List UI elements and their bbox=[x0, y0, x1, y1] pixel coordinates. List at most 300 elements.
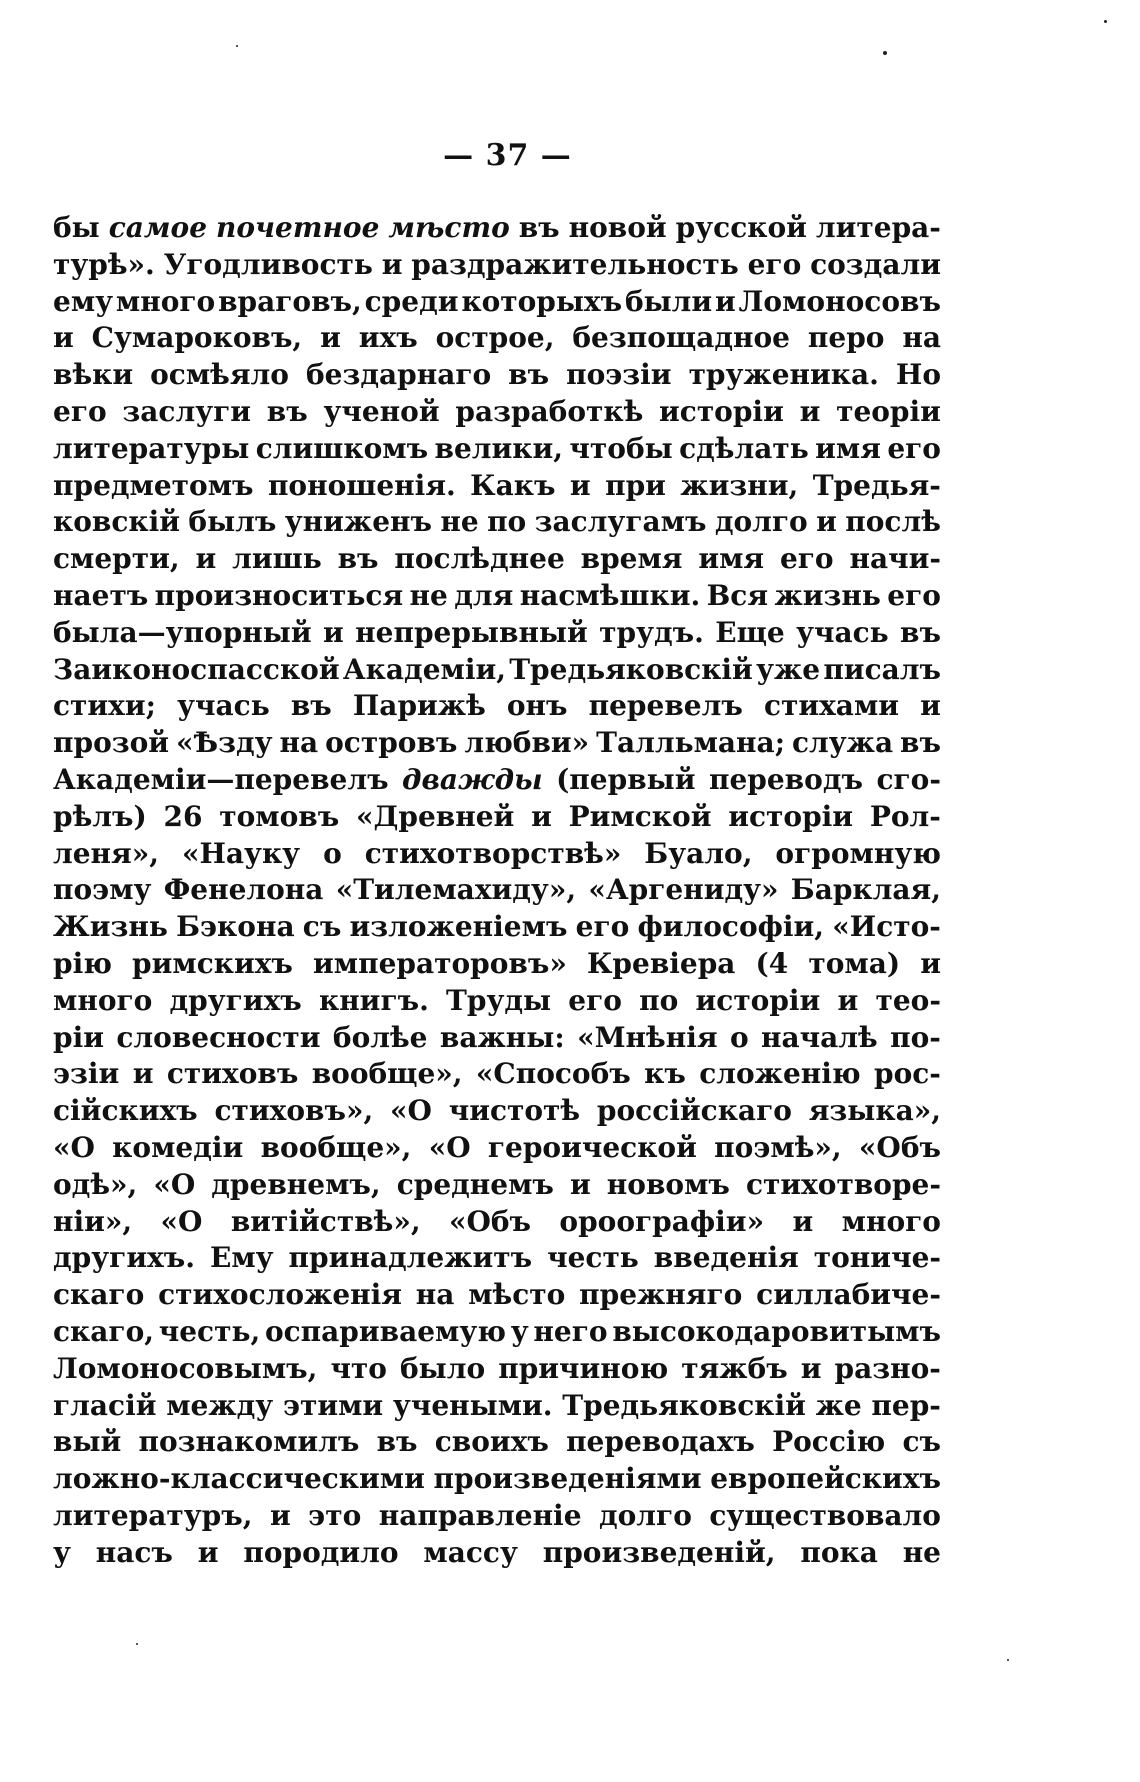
word: прозой bbox=[53, 726, 170, 760]
text-line bbox=[53, 1388, 941, 1425]
word: вѣки bbox=[53, 358, 134, 392]
word: вый bbox=[53, 1425, 122, 1459]
word: въ bbox=[376, 1425, 418, 1459]
word: это bbox=[308, 1498, 362, 1532]
word: въ bbox=[337, 542, 379, 576]
word: любви» bbox=[464, 726, 590, 760]
text-line bbox=[53, 615, 941, 652]
word: въ bbox=[900, 615, 941, 649]
word: ему bbox=[53, 284, 114, 318]
scan-speck bbox=[136, 1643, 138, 1645]
word: ріи bbox=[53, 1020, 104, 1054]
word: долго bbox=[598, 1498, 692, 1532]
word: и bbox=[197, 1535, 219, 1569]
word: Какъ bbox=[470, 468, 556, 502]
word: и bbox=[569, 468, 591, 502]
word: между bbox=[166, 1388, 274, 1422]
word: скаго, bbox=[53, 1314, 154, 1348]
scan-speck bbox=[883, 51, 887, 55]
word: исторіи bbox=[728, 799, 854, 833]
word: философіи, bbox=[637, 910, 825, 944]
word: стихами bbox=[763, 689, 900, 723]
word: много bbox=[53, 983, 153, 1017]
word: къ bbox=[644, 1057, 686, 1091]
word: введенія bbox=[653, 1241, 799, 1275]
word: новой bbox=[568, 211, 667, 244]
word: была—упорный bbox=[53, 615, 312, 649]
scan-speck bbox=[1104, 20, 1107, 23]
word: и bbox=[132, 1057, 154, 1091]
text-line bbox=[53, 652, 941, 689]
word: этими bbox=[282, 1388, 384, 1422]
word: поношенія. bbox=[267, 468, 456, 502]
word: европейскихъ bbox=[710, 1462, 941, 1496]
word: переводъ bbox=[708, 762, 863, 796]
word: разработкѣ bbox=[455, 394, 644, 428]
word: стихотворствѣ» bbox=[364, 836, 622, 870]
word: униженъ bbox=[284, 505, 432, 539]
text-line bbox=[53, 762, 941, 799]
text-line bbox=[53, 983, 941, 1020]
word: Ломоносовымъ, bbox=[53, 1351, 318, 1385]
word: героической bbox=[487, 1130, 697, 1164]
word: долго bbox=[714, 505, 808, 539]
word: его bbox=[53, 394, 107, 428]
word: жизни, bbox=[680, 468, 799, 502]
text-line bbox=[53, 1498, 941, 1535]
word: переводахъ bbox=[566, 1425, 755, 1459]
word: «Способъ bbox=[475, 1057, 631, 1091]
word: велики, bbox=[434, 431, 564, 465]
word: (первый bbox=[556, 762, 696, 796]
word: болѣе bbox=[332, 1020, 428, 1054]
word: Ему bbox=[209, 1241, 274, 1275]
word: направленіе bbox=[378, 1498, 582, 1532]
word: рос- bbox=[874, 1057, 941, 1091]
word: леня», bbox=[53, 836, 159, 870]
text-line bbox=[53, 1535, 941, 1572]
text-line bbox=[53, 799, 941, 836]
word: вообще», bbox=[311, 1057, 463, 1091]
word: «О bbox=[160, 1204, 203, 1238]
word: «Исто- bbox=[832, 910, 941, 944]
word: новомъ bbox=[606, 1167, 730, 1201]
word: острое, bbox=[435, 321, 555, 355]
word: изложеніемъ bbox=[349, 910, 568, 944]
word: существовало bbox=[709, 1498, 941, 1532]
word: по- bbox=[890, 1020, 941, 1054]
word: и bbox=[715, 284, 736, 318]
word: своихъ bbox=[434, 1425, 549, 1459]
word: было bbox=[400, 1351, 486, 1385]
word: враговъ, bbox=[218, 284, 362, 318]
word: сійскихъ bbox=[53, 1094, 198, 1128]
word: витійствѣ», bbox=[230, 1204, 421, 1238]
word: Кревіера bbox=[586, 946, 736, 980]
word: и bbox=[531, 799, 552, 833]
word: тома) bbox=[808, 946, 901, 980]
word: создали bbox=[810, 247, 941, 281]
word: эзіи bbox=[53, 1057, 120, 1091]
word: и bbox=[799, 394, 821, 428]
word: въ bbox=[508, 358, 550, 392]
word: рѣлъ) bbox=[53, 799, 147, 833]
word: трудъ. bbox=[599, 615, 704, 649]
word: о bbox=[323, 836, 342, 870]
word: Тредьяковскій bbox=[509, 652, 753, 686]
word: литера- bbox=[815, 211, 941, 244]
word: при bbox=[605, 468, 666, 502]
word: его bbox=[887, 578, 941, 612]
word: Тредья- bbox=[812, 468, 941, 502]
word: Заиконоспасской bbox=[53, 652, 340, 686]
text-line bbox=[53, 688, 941, 725]
word: Ломоносовъ bbox=[738, 284, 941, 318]
word: учась bbox=[796, 615, 889, 649]
word: исторіи bbox=[659, 394, 784, 428]
word: гласій bbox=[53, 1388, 157, 1422]
text-line bbox=[53, 1314, 941, 1351]
word: островъ bbox=[325, 726, 458, 760]
word: для bbox=[454, 578, 514, 612]
word: стихосложенія bbox=[158, 1278, 402, 1312]
text-line bbox=[53, 946, 941, 983]
text-line bbox=[53, 284, 941, 321]
italic-word: мѣсто bbox=[388, 211, 510, 244]
word: «О bbox=[428, 1130, 471, 1164]
text-line bbox=[53, 504, 941, 541]
word: Фенелона bbox=[163, 873, 324, 907]
word: насмѣшки. bbox=[519, 578, 701, 612]
word: и bbox=[920, 689, 941, 723]
word: были bbox=[624, 284, 713, 318]
word: стиховъ», bbox=[214, 1094, 374, 1128]
word: словесности bbox=[116, 1020, 321, 1054]
word: Академіи—перевелъ bbox=[53, 762, 389, 796]
word: у bbox=[53, 1535, 71, 1569]
word: тяжбъ bbox=[681, 1351, 788, 1385]
word: Рол- bbox=[869, 799, 941, 833]
word: важны: bbox=[439, 1020, 565, 1054]
word: послѣднее bbox=[394, 542, 565, 576]
word: съ bbox=[302, 910, 342, 944]
word: и bbox=[269, 1498, 291, 1532]
text-line bbox=[53, 872, 941, 909]
word: одѣ», bbox=[53, 1167, 138, 1201]
word: по bbox=[487, 505, 527, 539]
text-line bbox=[53, 1130, 941, 1167]
word: произведеніями bbox=[433, 1462, 702, 1496]
word: и bbox=[569, 1167, 591, 1201]
word: писалъ bbox=[823, 652, 941, 686]
word: на bbox=[279, 726, 319, 760]
word: его bbox=[575, 910, 630, 944]
text-line bbox=[53, 210, 941, 247]
word: ученой bbox=[323, 394, 440, 428]
text-line bbox=[53, 1020, 941, 1057]
word: непрерывный bbox=[355, 615, 588, 649]
word: лишь bbox=[232, 542, 322, 576]
word: и bbox=[195, 542, 217, 576]
word: раздражительность bbox=[411, 247, 739, 281]
word: Академіи, bbox=[342, 652, 506, 686]
word: имя bbox=[698, 542, 765, 576]
word: учеными. bbox=[392, 1388, 553, 1422]
word: Вся bbox=[706, 578, 769, 612]
word: которыхъ bbox=[461, 284, 623, 318]
text-line bbox=[53, 578, 941, 615]
word: онъ bbox=[506, 689, 568, 723]
word: предметомъ bbox=[53, 468, 254, 502]
word: чистотѣ bbox=[448, 1094, 581, 1128]
word: россійскаго bbox=[596, 1094, 792, 1128]
word: «О bbox=[390, 1094, 432, 1128]
text-line bbox=[53, 1461, 941, 1498]
word: его bbox=[779, 542, 834, 576]
word: разно- bbox=[834, 1351, 941, 1385]
word: «Объ bbox=[858, 1130, 941, 1164]
word: «О bbox=[153, 1167, 196, 1201]
word: стихи; bbox=[53, 689, 156, 723]
word: Сумароковъ, bbox=[91, 321, 303, 355]
word: комедіи bbox=[112, 1130, 244, 1164]
word: что bbox=[330, 1351, 387, 1385]
word: имя bbox=[815, 431, 881, 465]
word: 26 bbox=[163, 799, 203, 833]
word: древнемъ, bbox=[211, 1167, 381, 1201]
word: познакомилъ bbox=[138, 1425, 360, 1459]
text-line bbox=[53, 1056, 941, 1093]
text-line bbox=[53, 541, 941, 578]
word: съ bbox=[902, 1425, 941, 1459]
word: Россію bbox=[772, 1425, 886, 1459]
word: жизнь bbox=[774, 578, 881, 612]
word: поэзіи bbox=[566, 358, 672, 392]
word: причиною bbox=[498, 1351, 669, 1385]
word: заслугамъ bbox=[534, 505, 707, 539]
word: сложенію bbox=[699, 1057, 861, 1091]
text-line bbox=[53, 1093, 941, 1130]
word: начи- bbox=[849, 542, 941, 576]
word: «Науку bbox=[181, 836, 301, 870]
word: не bbox=[440, 505, 479, 539]
word: перо bbox=[807, 321, 885, 355]
word: послѣ bbox=[845, 505, 941, 539]
word: литературъ, bbox=[53, 1498, 253, 1532]
word: прежняго bbox=[579, 1278, 743, 1312]
scan-speck bbox=[236, 45, 238, 47]
word: стихотворе- bbox=[745, 1167, 941, 1201]
text-line bbox=[53, 468, 941, 505]
word: о bbox=[729, 1020, 749, 1054]
word: Но bbox=[895, 358, 941, 392]
word: перевелъ bbox=[588, 689, 743, 723]
word: учась bbox=[177, 689, 270, 723]
word: Талльмана; bbox=[596, 726, 786, 760]
word: въ bbox=[266, 394, 308, 428]
text-line bbox=[53, 357, 941, 394]
body-text bbox=[53, 210, 941, 1571]
word: пока bbox=[800, 1535, 878, 1569]
word: насъ bbox=[95, 1535, 173, 1569]
word: Жизнь bbox=[53, 910, 168, 944]
word: «Объ bbox=[448, 1204, 532, 1238]
word: другихъ bbox=[169, 983, 302, 1017]
word: время bbox=[580, 542, 683, 576]
word: честь bbox=[547, 1241, 639, 1275]
word: Угодливость bbox=[163, 247, 373, 281]
word: исторіи bbox=[695, 983, 821, 1017]
word: «Аргениду» bbox=[588, 873, 779, 907]
word: ихъ bbox=[358, 321, 418, 355]
word: на bbox=[902, 321, 941, 355]
italic-word: почетное bbox=[216, 211, 380, 244]
word: и bbox=[837, 983, 859, 1017]
text-line bbox=[53, 909, 941, 946]
word: «Древней bbox=[355, 799, 515, 833]
word: и bbox=[323, 615, 344, 649]
word: не bbox=[902, 1535, 941, 1569]
word: въ bbox=[518, 211, 560, 244]
word: по bbox=[639, 983, 679, 1017]
word: и bbox=[816, 505, 837, 539]
word: (4 bbox=[755, 946, 789, 980]
text-line bbox=[53, 1351, 941, 1388]
word: римскихъ bbox=[132, 946, 293, 980]
word: и bbox=[53, 321, 74, 355]
word: книгъ. bbox=[318, 983, 429, 1017]
word: тониче- bbox=[813, 1241, 941, 1275]
word: среднемъ bbox=[396, 1167, 554, 1201]
word: наетъ bbox=[53, 578, 149, 612]
word: сго- bbox=[876, 762, 941, 796]
text-line bbox=[53, 1167, 941, 1204]
scan-speck bbox=[1007, 1659, 1009, 1661]
word: бездарнаго bbox=[305, 358, 492, 392]
word: принадлежитъ bbox=[288, 1241, 533, 1275]
word: томовъ bbox=[219, 799, 340, 833]
word: осмѣяло bbox=[150, 358, 289, 392]
word: рію bbox=[53, 946, 112, 980]
word: стиховъ bbox=[166, 1057, 299, 1091]
word: Тредьяковскій bbox=[562, 1388, 806, 1422]
word: чтобы bbox=[569, 431, 673, 465]
word: поэму bbox=[53, 873, 152, 907]
word: него bbox=[533, 1314, 608, 1348]
word: безпощадное bbox=[572, 321, 790, 355]
word: языка», bbox=[808, 1094, 941, 1128]
word: у bbox=[510, 1314, 529, 1348]
word: пер- bbox=[871, 1388, 941, 1422]
word: турѣ». bbox=[53, 247, 155, 281]
word: «Мнѣнія bbox=[577, 1020, 718, 1054]
word: въ bbox=[290, 689, 332, 723]
word: Барклая, bbox=[790, 873, 941, 907]
word: много bbox=[115, 284, 216, 318]
word: огромную bbox=[775, 836, 941, 870]
word: смерти, bbox=[53, 542, 180, 576]
word: «Ѣзду bbox=[176, 726, 273, 760]
word: и bbox=[920, 946, 941, 980]
word: Еще bbox=[715, 615, 785, 649]
word: скаго bbox=[53, 1278, 145, 1312]
word: высокодаровитымъ bbox=[612, 1314, 941, 1348]
word: же bbox=[815, 1388, 862, 1422]
text-line bbox=[53, 1424, 941, 1461]
word: уже bbox=[756, 652, 821, 686]
word: слишкомъ bbox=[255, 431, 429, 465]
word: «О bbox=[53, 1130, 95, 1164]
word: поэмѣ», bbox=[714, 1130, 842, 1164]
word: въ bbox=[900, 726, 941, 760]
word: силлабиче- bbox=[756, 1278, 941, 1312]
word: ложно-классическими bbox=[53, 1462, 425, 1496]
word: и bbox=[381, 247, 403, 281]
text-line bbox=[53, 1240, 941, 1277]
word: массу bbox=[423, 1535, 518, 1569]
word: на bbox=[415, 1278, 455, 1312]
word: оспариваемую bbox=[264, 1314, 507, 1348]
word: Бэкона bbox=[176, 910, 295, 944]
word: не bbox=[409, 578, 448, 612]
text-line bbox=[53, 836, 941, 873]
text-line bbox=[53, 320, 941, 357]
word: Труды bbox=[446, 983, 552, 1017]
word: породило bbox=[243, 1535, 399, 1569]
word: ороографіи» bbox=[559, 1204, 765, 1238]
word: бы bbox=[53, 211, 100, 244]
word: заслуги bbox=[122, 394, 252, 428]
word: произведеній, bbox=[542, 1535, 776, 1569]
word: Парижѣ bbox=[352, 689, 486, 723]
word: и bbox=[792, 1204, 814, 1238]
word: «Тилемахиду», bbox=[335, 873, 577, 907]
word: среди bbox=[364, 284, 459, 318]
word: его bbox=[887, 431, 941, 465]
word: его bbox=[747, 247, 802, 281]
page-number: — 37 — bbox=[443, 138, 572, 173]
word: ніи», bbox=[53, 1204, 133, 1238]
word: литературы bbox=[53, 431, 250, 465]
word: сдѣлать bbox=[679, 431, 809, 465]
word: другихъ. bbox=[53, 1241, 196, 1275]
word: служа bbox=[791, 726, 894, 760]
word: началѣ bbox=[761, 1020, 878, 1054]
word: былъ bbox=[188, 505, 277, 539]
word: Римской bbox=[568, 799, 712, 833]
italic-word: самое bbox=[108, 211, 208, 244]
word: честь, bbox=[158, 1314, 261, 1348]
word: русской bbox=[675, 211, 807, 244]
word: и bbox=[800, 1351, 822, 1385]
text-line bbox=[53, 394, 941, 431]
italic-word: дважды bbox=[402, 762, 543, 796]
word: много bbox=[841, 1204, 941, 1238]
word: ковскій bbox=[53, 505, 181, 539]
word: и bbox=[320, 321, 341, 355]
text-line bbox=[53, 431, 941, 468]
word: произноситься bbox=[154, 578, 404, 612]
text-line bbox=[53, 725, 941, 762]
word: императоровъ» bbox=[313, 946, 567, 980]
text-line bbox=[53, 1204, 941, 1241]
word: тео- bbox=[875, 983, 941, 1017]
word: Буало, bbox=[644, 836, 753, 870]
text-line bbox=[53, 247, 941, 284]
word: его bbox=[568, 983, 622, 1017]
word: мѣсто bbox=[468, 1278, 566, 1312]
text-line bbox=[53, 1277, 941, 1314]
